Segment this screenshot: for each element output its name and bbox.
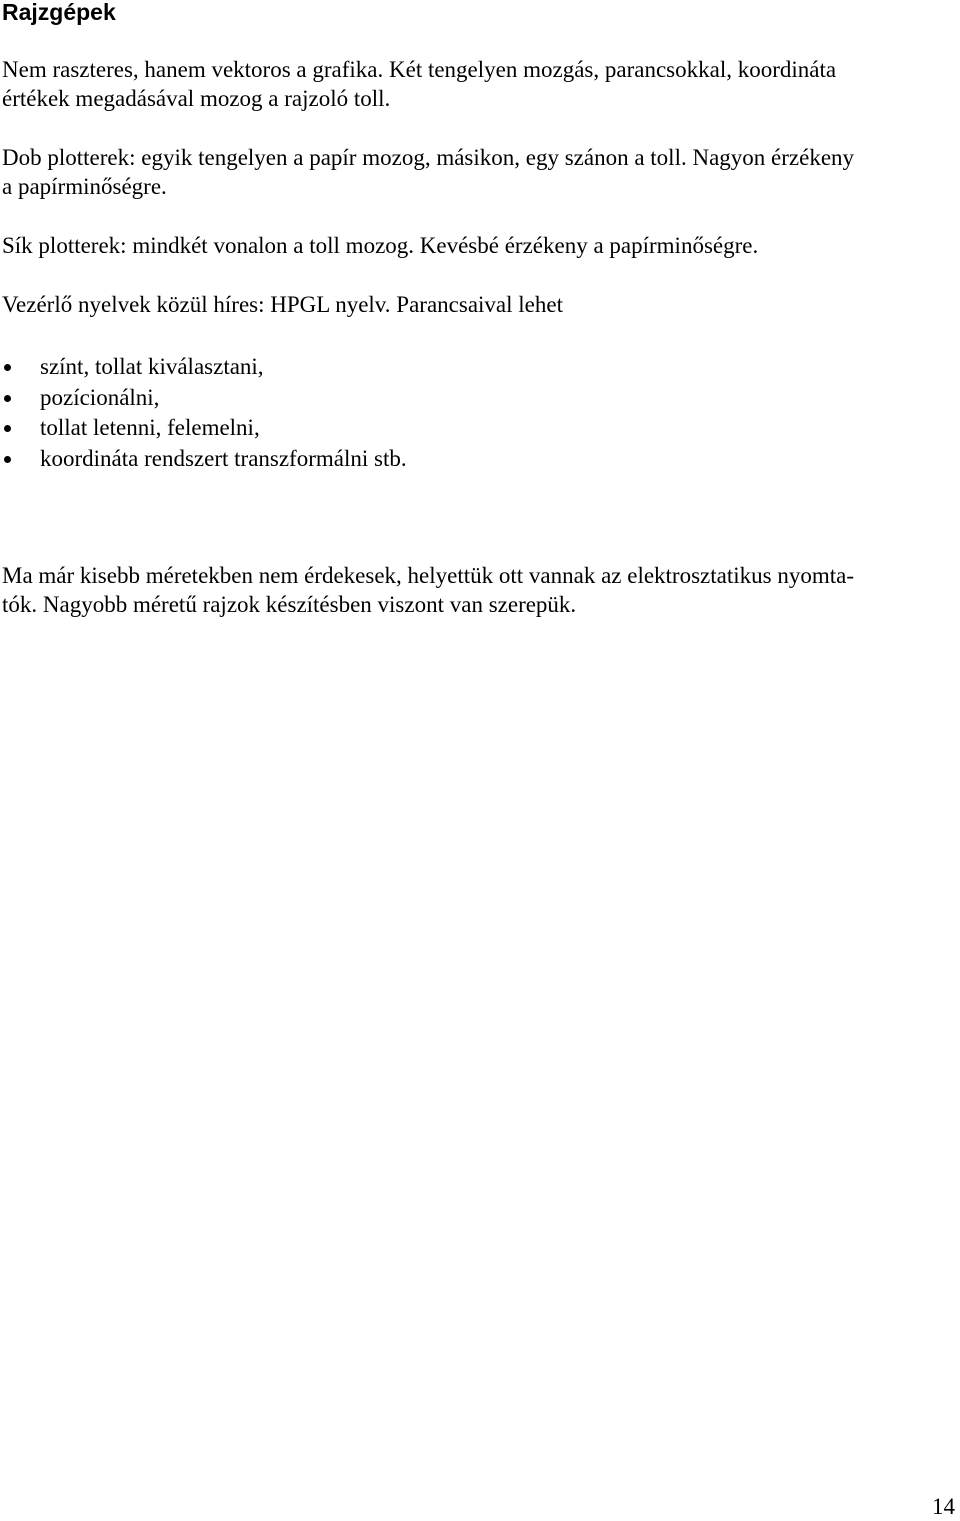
paragraph-control-languages: Vezérlő nyelvek közül híres: HPGL nyelv. Parancsaival lehet [2,292,563,317]
list-item-text: színt, tollat kiválasztani, [40,354,264,379]
list-item-text: tollat letenni, felemelni, [40,415,260,440]
bullet-icon [4,395,11,402]
hpgl-command-list [0,352,950,474]
list-item [0,444,950,475]
bullet-icon [4,364,11,371]
list-item-text: koordináta rendszert transzformálni stb. [40,445,407,471]
paragraph-intro-line-1: Nem raszteres, hanem vektoros a grafika. Két tengelyen mozgás, parancsokkal, koordináta [2,57,837,82]
paragraph-today-line-1: Ma már kisebb méretekben nem érdekesek, helyettük ott vannak az elektrosztatikus nyomta- [2,563,854,588]
list-item [0,413,950,444]
page-title: Rajzgépek [2,0,116,25]
paragraph-intro-line-2: értékek megadásával mozog a rajzoló toll. [2,86,391,111]
page-number: 14 [932,1494,955,1519]
bullet-icon [4,425,11,432]
list-item [0,383,950,414]
paragraph-today-line-2: tók. Nagyobb méretű rajzok készítésben viszont van szerepük. [2,592,577,617]
bullet-icon [4,456,11,463]
list-item [0,352,950,383]
paragraph-drum-plotter-line-1: Dob plotterek: egyik tengelyen a papír mozog, másikon, egy szánon a toll. Nagyon érzékeny [2,145,855,170]
paragraph-drum-plotter-line-2: a papírminőségre. [2,174,167,199]
paragraph-flatbed-plotter: Sík plotterek: mindkét vonalon a toll mozog. Kevésbé érzékeny a papírminőségre. [2,233,759,258]
list-item-text: pozícionálni, [40,384,160,410]
